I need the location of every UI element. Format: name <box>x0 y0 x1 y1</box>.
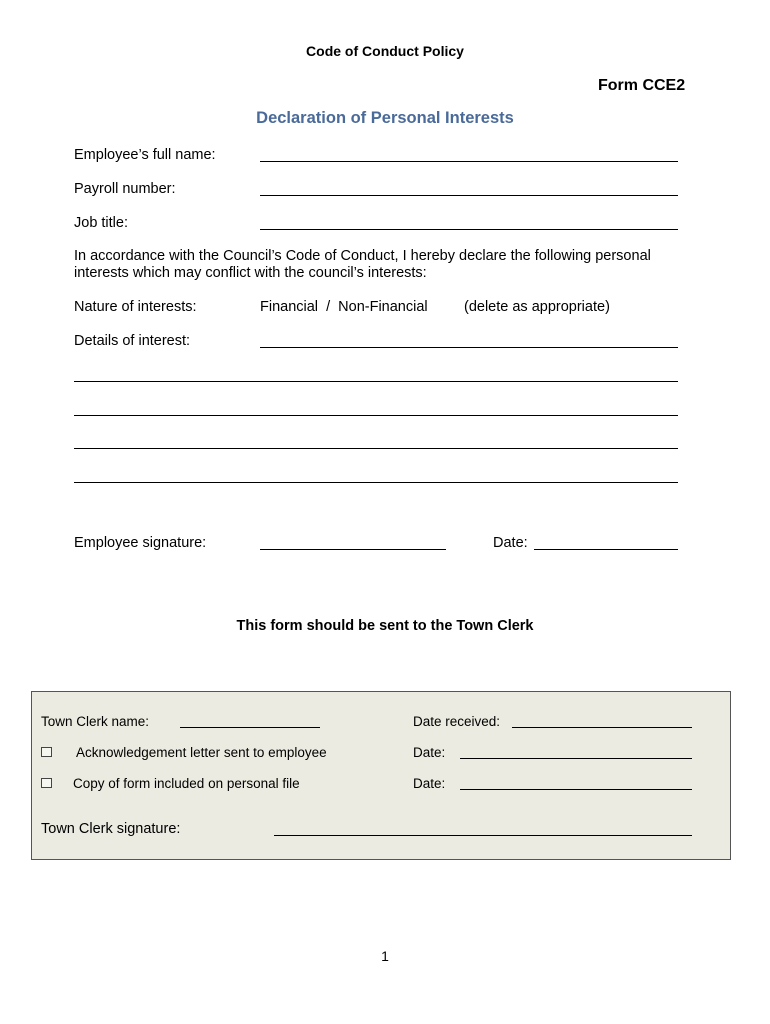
details-line[interactable] <box>74 482 678 483</box>
signature-date-field[interactable] <box>534 549 678 550</box>
job-title-field[interactable] <box>260 229 678 230</box>
ack-checkbox[interactable] <box>41 747 52 757</box>
clerk-signature-label: Town Clerk signature: <box>41 821 181 837</box>
details-line[interactable] <box>74 415 678 416</box>
form-code: Form CCE2 <box>598 77 686 94</box>
declaration-text: In accordance with the Council’s Code of Conduct, I hereby declare the following personal interests which may conflict with the council’s interests: <box>74 248 651 281</box>
details-line[interactable] <box>74 381 678 382</box>
copy-date-field[interactable] <box>460 789 692 790</box>
payroll-field[interactable] <box>260 195 678 196</box>
payroll-label: Payroll number: <box>74 181 176 197</box>
employee-signature-field[interactable] <box>260 549 446 550</box>
details-label: Details of interest: <box>74 333 191 349</box>
page-number: 1 <box>381 948 389 964</box>
date-received-label: Date received: <box>413 714 501 729</box>
clerk-signature-field[interactable] <box>274 835 692 836</box>
nature-note: (delete as appropriate) <box>464 299 610 315</box>
clerk-name-field[interactable] <box>180 727 320 728</box>
nature-label: Nature of interests: <box>74 299 197 315</box>
full-name-field[interactable] <box>260 161 678 162</box>
copy-date-label: Date: <box>413 776 446 791</box>
copy-label: Copy of form included on personal file <box>73 776 300 791</box>
page-title: Declaration of Personal Interests <box>256 109 514 127</box>
details-line[interactable] <box>74 448 678 449</box>
details-field[interactable] <box>260 347 678 348</box>
clerk-name-label: Town Clerk name: <box>41 714 150 729</box>
ack-label: Acknowledgement letter sent to employee <box>76 745 327 760</box>
ack-date-label: Date: <box>413 745 446 760</box>
signature-date-label: Date: <box>493 535 528 551</box>
send-note: This form should be sent to the Town Clerk <box>236 618 534 634</box>
nature-options[interactable]: Financial / Non-Financial <box>260 299 428 315</box>
date-received-field[interactable] <box>512 727 692 728</box>
full-name-label: Employee’s full name: <box>74 147 216 163</box>
policy-title: Code of Conduct Policy <box>306 43 464 59</box>
employee-signature-label: Employee signature: <box>74 535 207 551</box>
copy-checkbox[interactable] <box>41 778 52 788</box>
ack-date-field[interactable] <box>460 758 692 759</box>
job-title-label: Job title: <box>74 215 128 231</box>
office-use-box <box>31 691 731 860</box>
